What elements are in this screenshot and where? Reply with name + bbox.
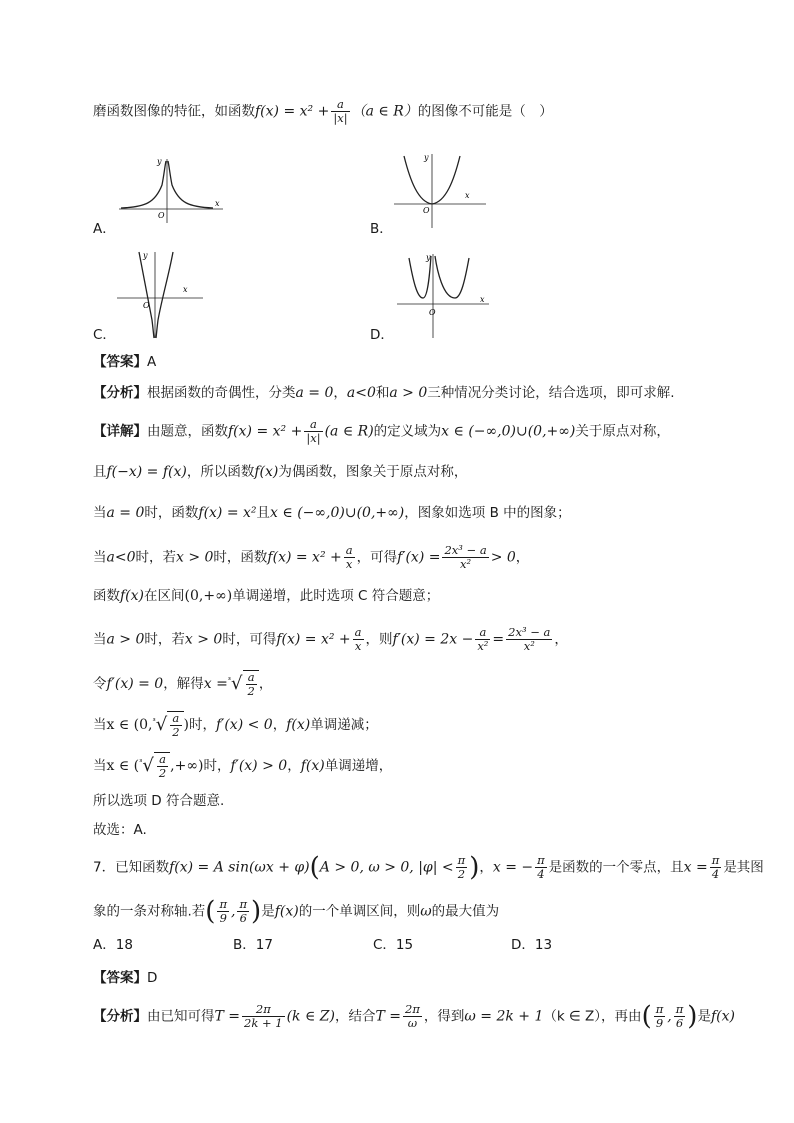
q7-option-b: B．17 — [233, 937, 273, 953]
fraction: $\frac{a}{x}$ — [345, 543, 353, 571]
q7-stem-1: 7．已知函数f(x) = A sin(ωx + φ)(A > 0, ω > 0, |φ| < $\frac{\pi}{2}$ )，x = − $\frac{\pi}{4}$ 是函数的一个零点，且x = $\frac{\pi}{4}$ 是其图 — [93, 852, 764, 883]
x-axis-label: x — [465, 191, 470, 200]
radical-sign: √ — [142, 755, 154, 776]
fraction: $\frac{\text{2x³ − a}}{\text{x²}}$ — [508, 625, 551, 653]
q6-detail-7: 令f′(x) = 0，解得x =$^{^3}$√ $\frac{a}{2}$ ， — [93, 670, 273, 698]
q6-detail-4: 当a<0时，若x > 0时，函数f(x) = x² + $\frac{a}{x}$ ，可得f′(x) = $\frac{\text{2x³ − a}}{\text{x²}}$ > 0， — [93, 543, 530, 571]
fraction: $\frac{a}{2}$ — [172, 711, 180, 739]
q7-options — [93, 935, 552, 955]
q7-stem-2: 象的一条对称轴.若( $\frac{\pi}{9}$ , $\frac{\pi}{6}$ )是f(x)的一个单调区间，则ω的最大值为 — [93, 896, 500, 927]
fraction: $\frac{a}{x}$ — [354, 625, 362, 653]
fraction: $\frac{\pi}{9}$ — [655, 1002, 664, 1030]
fraction: $\frac{2\pi}{2k + 1}$ — [244, 1002, 283, 1030]
fraction: $\frac{a}{|x|}$ — [306, 417, 321, 445]
fraction: $\frac{\pi}{9}$ — [219, 897, 228, 925]
origin-label: O — [423, 206, 430, 215]
radical-sign: √ — [155, 714, 168, 735]
fraction: $\frac{\pi}{4}$ — [537, 853, 545, 881]
origin-label: O — [158, 211, 165, 220]
x-axis-label: x — [480, 295, 485, 304]
option-c-graph — [115, 248, 205, 340]
q7-option-d: D．13 — [511, 937, 553, 953]
x-axis-label: x — [183, 285, 188, 294]
q7-analysis: 【分析】由已知可得T = $\frac{2\pi}{2k + 1}$ (k ∈ Z)，结合T = $\frac{2\pi}{\omega}$ ，得到ω = 2k + 1（k ∈ Z），再由( $\frac{\pi}{9}$ , $\frac{\pi}{6}$ )是f(x) — [93, 1001, 735, 1032]
q6-detail-6: 当a > 0时，若x > 0时，可得f(x) = x² + $\frac{a}{x}$ ，则f′(x) = 2x − $\frac{a}{\text{x²}}$ = $\frac{\text{2x³ − a}}{\text{x²}}$ ， — [93, 625, 568, 653]
q6-detail-2: 且f(−x) = f(x)，所以函数f(x)为偶函数，图象关于原点对称， — [93, 464, 468, 480]
q6-detail-8: 当x ∈ (0,$^{^3}$√ $\frac{a}{2}$ )时，f′(x) < 0，f(x)单调递减； — [93, 711, 378, 739]
option-c-label: C． — [93, 327, 116, 343]
fraction: $\frac{a}{2}$ — [158, 752, 167, 780]
fraction: $\frac{a}{2}$ — [247, 670, 255, 698]
option-d-label: D． — [370, 327, 394, 343]
y-axis-label: y — [157, 157, 162, 166]
option-b-label: B． — [370, 221, 393, 237]
q6-answer: 【答案】A — [93, 354, 157, 370]
option-d-graph — [395, 250, 495, 340]
x-axis-label: x — [215, 199, 220, 208]
option-a-graph — [115, 155, 227, 225]
q6-detail-5: 函数f(x)在区间(0,+∞)单调递增，此时选项 C 符合题意； — [93, 588, 440, 604]
q6-detail-1: 【详解】由题意，函数f(x) = x² + $\frac{a}{|x|}$ (a ∈ R)的定义域为x ∈ (−∞,0)∪(0,+∞)关于原点对称， — [93, 417, 670, 445]
q6-detail-11: 故选：A. — [93, 822, 147, 838]
q6-stem: 磨函数图像的特征，如函数f(x) = x² + $\frac{a}{|x|}$ （a ∈ R）的图像不可能是（ ） — [93, 97, 553, 125]
fraction: $\frac{\pi}{6}$ — [239, 897, 248, 925]
fraction: $\frac{\pi}{2}$ — [457, 853, 466, 881]
origin-label: O — [429, 308, 436, 317]
y-axis-label: y — [143, 251, 148, 260]
fraction: $\frac{a}{|x|}$ — [333, 97, 348, 125]
fraction: $\frac{\pi}{6}$ — [675, 1002, 684, 1030]
option-b-graph — [390, 150, 490, 230]
option-a-label: A． — [93, 221, 116, 237]
q6-detail-9: 当x ∈ ($^{^3}$√ $\frac{a}{2}$ ,+∞)时，f′(x) > 0，f(x)单调递增， — [93, 752, 393, 780]
q7-answer: 【答案】D — [93, 970, 158, 986]
y-axis-label: y — [426, 253, 431, 262]
fraction: $\frac{\text{2x³ − a}}{\text{x²}}$ — [444, 543, 487, 571]
q6-detail-3: 当a = 0时，函数f(x) = x²且x ∈ (−∞,0)∪(0,+∞)，图象如选项 B 中的图象； — [93, 505, 571, 521]
fraction: $\frac{2\pi}{\omega}$ — [405, 1002, 420, 1030]
radical-sign: √ — [231, 673, 243, 694]
q7-option-c: C．15 — [373, 937, 414, 953]
fraction: $\frac{a}{\text{x²}}$ — [477, 625, 489, 653]
fraction: $\frac{\pi}{4}$ — [711, 853, 720, 881]
q6-analysis: 【分析】根据函数的奇偶性，分类a = 0，a<0和a > 0三种情况分类讨论，结合选项，即可求解. — [93, 385, 675, 401]
y-axis-label: y — [424, 153, 429, 162]
origin-label: O — [143, 301, 150, 310]
q7-option-a: A．18 — [93, 937, 133, 953]
q6-detail-10: 所以选项 D 符合题意. — [93, 793, 225, 809]
